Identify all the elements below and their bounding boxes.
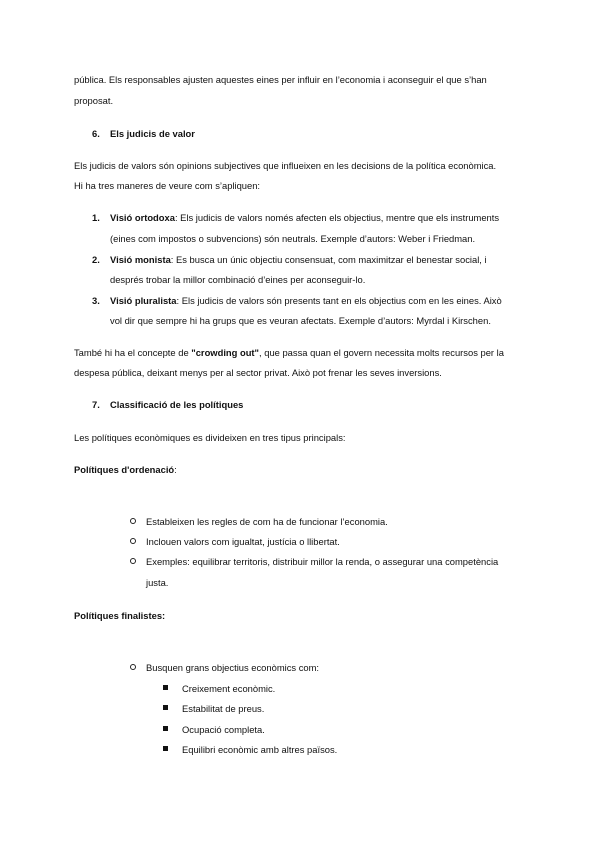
list-number-3: 3. <box>92 295 100 306</box>
intro-line-1: pública. Els responsables ajusten aquestes eines per influir en l’economia i aconseguir el que s’han <box>74 74 487 85</box>
bullet-square-icon <box>163 746 168 751</box>
list-item-1-term: Visió ortodoxa <box>110 212 175 223</box>
bullet-circle-icon <box>130 538 136 544</box>
bullet-square-icon <box>163 726 168 731</box>
ordenacio-heading-text: Polítiques d'ordenació <box>74 464 175 475</box>
crowding-term: "crowding out" <box>191 347 260 358</box>
crowding-pre: També hi ha el concepte de <box>74 347 192 358</box>
list-item-3-text: : Els judicis de valors són presents tant en els objectius com en les eines. Això <box>176 295 502 306</box>
section-7-intro: Les polítiques econòmiques es divideixen en tres tipus principals: <box>74 432 346 443</box>
crowding-out-line-1 <box>74 348 504 357</box>
list-item-2-term: Visió monista <box>110 254 171 265</box>
list-number-2: 2. <box>92 254 100 265</box>
list-item-2 <box>110 255 487 264</box>
section-6-para-line-1: Els judicis de valors són opinions subjectives que influeixen en les decisions de la política econòmica. <box>74 160 497 171</box>
finalistes-bullet: Busquen grans objectius econòmics com: <box>146 662 320 673</box>
finalistes-subitem-1: Creixement econòmic. <box>182 683 276 694</box>
ordenacio-heading <box>74 465 177 474</box>
finalistes-heading: Polítiques finalistes: <box>74 610 166 621</box>
list-item-1 <box>110 213 499 222</box>
section-6-number: 6. <box>92 128 100 139</box>
list-number-1: 1. <box>92 212 100 223</box>
finalistes-subitem-4: Equilibri econòmic amb altres països. <box>182 744 338 755</box>
list-item-1-text: : Els judicis de valors només afecten els objectius, mentre que els instruments <box>174 212 500 223</box>
bullet-square-icon <box>163 705 168 710</box>
section-6-para-line-2: Hi ha tres maneres de veure com s’apliquen: <box>74 180 261 191</box>
bullet-circle-icon <box>130 518 136 524</box>
crowding-post: , que passa quan el govern necessita molts recursos per la <box>259 347 504 358</box>
section-6-title: Els judicis de valor <box>110 128 195 139</box>
finalistes-subitem-3: Ocupació completa. <box>182 724 265 735</box>
ordenacio-bullet-3-line-2: justa. <box>146 577 169 588</box>
bullet-circle-icon <box>130 664 136 670</box>
ordenacio-bullet-3: Exemples: equilibrar territoris, distribuir millor la renda, o assegurar una competència <box>146 556 499 567</box>
ordenacio-bullet-1: Estableixen les regles de com ha de funcionar l’economia. <box>146 516 388 527</box>
crowding-out-line-2: despesa pública, deixant menys per al sector privat. Això pot frenar les seves inversions. <box>74 367 442 378</box>
intro-line-2: proposat. <box>74 95 114 106</box>
list-item-1-line-2: (eines com impostos o subvencions) són neutrals. Exemple d’autors: Weber i Friedman. <box>110 233 476 244</box>
list-item-2-line-2: després trobar la millor combinació d’eines per aconseguir-lo. <box>110 274 366 285</box>
list-item-3 <box>110 296 502 305</box>
ordenacio-bullet-2: Inclouen valors com igualtat, justícia o llibertat. <box>146 536 340 547</box>
bullet-circle-icon <box>130 558 136 564</box>
list-item-2-text: : Es busca un únic objectiu consensuat, com maximitzar el benestar social, i <box>170 254 487 265</box>
bullet-square-icon <box>163 685 168 690</box>
ordenacio-heading-colon: : <box>174 464 177 475</box>
section-7-number: 7. <box>92 399 100 410</box>
list-item-3-term: Visió pluralista <box>110 295 177 306</box>
finalistes-subitem-2: Estabilitat de preus. <box>182 703 265 714</box>
list-item-3-line-2: vol dir que sempre hi ha grups que es veuran afectats. Exemple d’autors: Myrdal i Kirschen. <box>110 315 491 326</box>
section-7-title: Classificació de les polítiques <box>110 399 244 410</box>
